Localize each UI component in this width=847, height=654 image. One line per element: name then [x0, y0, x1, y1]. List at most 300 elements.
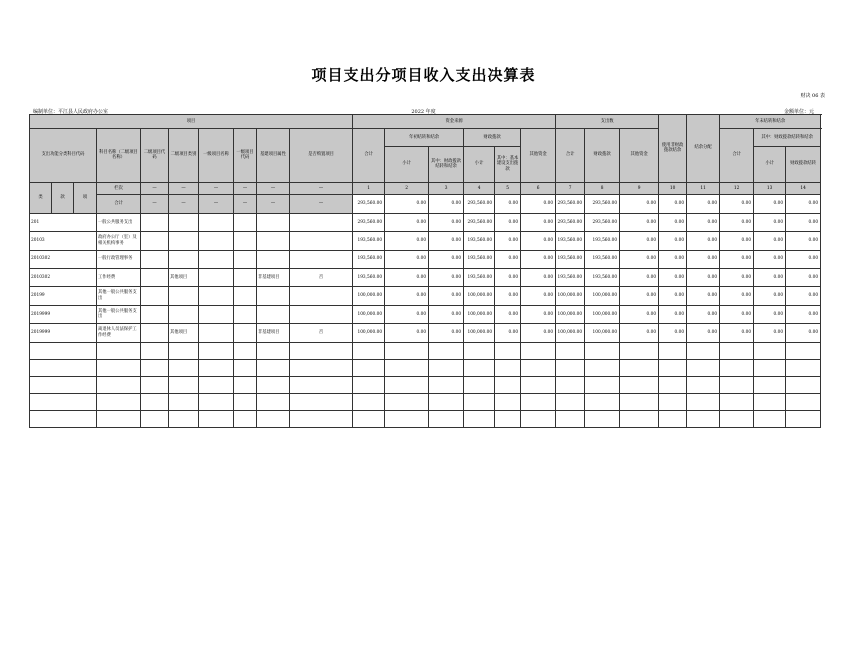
row-value: 0.00: [495, 324, 521, 342]
row-value: 0.00: [521, 324, 556, 342]
row-value: 0.00: [385, 268, 429, 286]
header-end-fiscal-group: 其中：财政拨款结转和结余: [754, 129, 821, 147]
form-number: 财决 06 表: [800, 93, 825, 99]
empty-cell: [754, 410, 786, 427]
row-second-code: [141, 268, 169, 286]
row-value: 0.00: [429, 324, 464, 342]
header-exp-other: 其他资金: [620, 129, 659, 183]
empty-cell: [429, 359, 464, 376]
empty-cell: [754, 359, 786, 376]
row-value: 0.00: [495, 268, 521, 286]
row-is-purchase: [290, 305, 353, 323]
row-value: 0.00: [521, 268, 556, 286]
dash-cell: —: [141, 182, 169, 195]
row-value: 0.00: [495, 213, 521, 231]
summary-row: [30, 195, 821, 213]
row-second-category: [169, 213, 199, 231]
row-value: 0.00: [754, 232, 786, 250]
empty-cell: [585, 359, 620, 376]
row-value: 193,560.00: [353, 250, 385, 268]
col-num: 11: [687, 182, 720, 195]
empty-cell: [97, 342, 141, 359]
row-second-code: [141, 305, 169, 323]
empty-cell: [257, 359, 290, 376]
empty-cell: [141, 359, 169, 376]
row-value: 0.00: [659, 305, 687, 323]
empty-cell: [97, 410, 141, 427]
empty-cell: [353, 342, 385, 359]
empty-cell: [290, 342, 353, 359]
empty-cell: [720, 342, 754, 359]
row-value: 193,560.00: [464, 232, 495, 250]
summary-cell: 0.00: [620, 195, 659, 213]
row-second-category: 其他项目: [169, 268, 199, 286]
empty-cell: [754, 376, 786, 393]
row-second-category: [169, 250, 199, 268]
empty-cell: [464, 376, 495, 393]
empty-cell: [585, 342, 620, 359]
table-row: [30, 250, 821, 268]
empty-cell: [659, 359, 687, 376]
row-value: 0.00: [385, 287, 429, 305]
summary-cell: 0.00: [429, 195, 464, 213]
header-fiscal-appr: 财政拨款: [464, 129, 521, 147]
empty-cell: [754, 342, 786, 359]
empty-cell: [199, 342, 234, 359]
row-value: 100,000.00: [464, 324, 495, 342]
summary-cell: 293,560.00: [585, 195, 620, 213]
row-subject-name: 一般行政管理事务: [97, 250, 141, 268]
summary-cell: 293,560.00: [353, 195, 385, 213]
row-func-code: 20103: [30, 232, 97, 250]
row-second-code: [141, 213, 169, 231]
table-row: [30, 305, 821, 323]
row-value: 0.00: [687, 287, 720, 305]
summary-cell: 0.00: [786, 195, 821, 213]
empty-cell: [385, 393, 429, 410]
dash-cell: —: [199, 195, 234, 213]
header-kind: 类: [30, 182, 52, 213]
row-value: 0.00: [429, 232, 464, 250]
dash-cell: —: [290, 195, 353, 213]
dash-cell: —: [234, 195, 257, 213]
empty-cell: [521, 393, 556, 410]
row-value: 0.00: [385, 213, 429, 231]
row-second-code: [141, 250, 169, 268]
empty-cell: [720, 359, 754, 376]
row-second-category: 其他项目: [169, 324, 199, 342]
row-is-purchase: [290, 232, 353, 250]
row-func-code: 20199: [30, 287, 97, 305]
empty-cell: [521, 376, 556, 393]
empty-cell: [659, 393, 687, 410]
empty-cell: [464, 393, 495, 410]
header-fund-source: 资金来源: [353, 115, 556, 129]
row-value: 100,000.00: [556, 324, 585, 342]
empty-cell: [234, 393, 257, 410]
empty-cell: [521, 342, 556, 359]
header-first-name: 一级项目名称: [199, 129, 234, 183]
row-value: 0.00: [521, 287, 556, 305]
row-value: 0.00: [754, 305, 786, 323]
row-first-name: [199, 213, 234, 231]
empty-cell: [141, 342, 169, 359]
empty-cell: [687, 410, 720, 427]
empty-cell: [786, 410, 821, 427]
row-value: 0.00: [720, 268, 754, 286]
row-value: 0.00: [786, 213, 821, 231]
row-value: 0.00: [620, 232, 659, 250]
row-first-name: [199, 232, 234, 250]
empty-row: [30, 359, 821, 376]
row-second-category: [169, 287, 199, 305]
col-num: 6: [521, 182, 556, 195]
empty-cell: [169, 342, 199, 359]
empty-cell: [521, 410, 556, 427]
header-exp-total: 合计: [556, 129, 585, 183]
empty-cell: [141, 376, 169, 393]
row-value: 193,560.00: [585, 250, 620, 268]
empty-cell: [199, 410, 234, 427]
empty-cell: [257, 342, 290, 359]
header-end-subtotal: 小计: [754, 147, 786, 183]
row-value: 0.00: [659, 232, 687, 250]
row-value: 193,560.00: [353, 268, 385, 286]
empty-cell: [585, 410, 620, 427]
row-value: 0.00: [659, 250, 687, 268]
empty-cell: [495, 376, 521, 393]
row-func-code: 2019999: [30, 324, 97, 342]
row-subject-name: 其他一般公共服务支出: [97, 305, 141, 323]
empty-row: [30, 410, 821, 427]
empty-cell: [234, 342, 257, 359]
row-value: 0.00: [620, 287, 659, 305]
row-first-code: [234, 287, 257, 305]
row-value: 0.00: [620, 250, 659, 268]
empty-cell: [786, 342, 821, 359]
row-infra-attr: [257, 305, 290, 323]
empty-cell: [786, 393, 821, 410]
row-value: 0.00: [429, 305, 464, 323]
empty-cell: [385, 410, 429, 427]
col-num: 4: [464, 182, 495, 195]
empty-cell: [620, 410, 659, 427]
dash-cell: —: [234, 182, 257, 195]
row-value: 0.00: [620, 324, 659, 342]
budget-table: [29, 114, 821, 428]
row-second-category: [169, 305, 199, 323]
row-value: 0.00: [429, 268, 464, 286]
header-basic-build: 其中：基本建设支出拨款: [495, 147, 521, 183]
empty-row: [30, 393, 821, 410]
col-num: 12: [720, 182, 754, 195]
empty-cell: [429, 410, 464, 427]
empty-cell: [257, 410, 290, 427]
empty-cell: [521, 359, 556, 376]
empty-cell: [97, 393, 141, 410]
row-value: 193,560.00: [585, 268, 620, 286]
empty-cell: [199, 359, 234, 376]
row-is-purchase: [290, 287, 353, 305]
empty-cell: [620, 359, 659, 376]
row-value: 100,000.00: [353, 324, 385, 342]
row-value: 0.00: [720, 232, 754, 250]
empty-cell: [385, 359, 429, 376]
row-value: 0.00: [786, 287, 821, 305]
header-begin-fiscal: 其中：财政拨款结转和结余: [429, 147, 464, 183]
row-value: 0.00: [521, 232, 556, 250]
header-second-category: 二级项目类别: [169, 129, 199, 183]
table-row: [30, 287, 821, 305]
row-value: 193,560.00: [353, 232, 385, 250]
row-value: 0.00: [754, 324, 786, 342]
empty-cell: [30, 359, 97, 376]
row-second-category: [169, 232, 199, 250]
row-value: 0.00: [786, 250, 821, 268]
report-year: 2022 年度: [411, 109, 436, 115]
empty-cell: [385, 376, 429, 393]
empty-cell: [353, 359, 385, 376]
row-value: 0.00: [687, 268, 720, 286]
col-num: 9: [620, 182, 659, 195]
dash-cell: —: [141, 195, 169, 213]
header-other-fund: 其他资金: [521, 129, 556, 183]
row-value: 0.00: [754, 268, 786, 286]
header-second-code: 二级项目代码: [141, 129, 169, 183]
row-value: 0.00: [754, 213, 786, 231]
header-end-balance: 年末结转和结余: [720, 115, 821, 129]
empty-cell: [257, 376, 290, 393]
table-row: [30, 232, 821, 250]
row-value: 0.00: [720, 250, 754, 268]
col-num: 5: [495, 182, 521, 195]
row-value: 193,560.00: [464, 268, 495, 286]
empty-cell: [290, 410, 353, 427]
row-second-code: [141, 287, 169, 305]
empty-cell: [169, 359, 199, 376]
row-value: 0.00: [495, 305, 521, 323]
row-value: 0.00: [720, 287, 754, 305]
empty-cell: [353, 376, 385, 393]
row-first-name: [199, 268, 234, 286]
empty-cell: [353, 393, 385, 410]
row-value: 0.00: [687, 213, 720, 231]
row-value: 0.00: [495, 232, 521, 250]
row-value: 0.00: [429, 250, 464, 268]
row-func-code: 2010302: [30, 250, 97, 268]
header-balance-dist: 结余分配: [687, 115, 720, 183]
empty-row: [30, 376, 821, 393]
empty-cell: [659, 342, 687, 359]
empty-cell: [464, 359, 495, 376]
row-value: 0.00: [521, 305, 556, 323]
row-first-code: [234, 250, 257, 268]
empty-cell: [30, 410, 97, 427]
row-value: 193,560.00: [585, 232, 620, 250]
row-value: 0.00: [620, 213, 659, 231]
summary-cell: 0.00: [754, 195, 786, 213]
empty-cell: [353, 410, 385, 427]
row-second-code: [141, 232, 169, 250]
row-first-code: [234, 268, 257, 286]
col-num: 7: [556, 182, 585, 195]
empty-cell: [429, 393, 464, 410]
col-num: 14: [786, 182, 821, 195]
empty-cell: [687, 376, 720, 393]
empty-cell: [556, 359, 585, 376]
row-first-code: [234, 305, 257, 323]
row-value: 0.00: [429, 287, 464, 305]
col-num: 3: [429, 182, 464, 195]
row-subject-name: 一般公共服务支出: [97, 213, 141, 231]
row-func-code: 201: [30, 213, 97, 231]
empty-cell: [556, 342, 585, 359]
row-value: 293,560.00: [585, 213, 620, 231]
empty-cell: [495, 410, 521, 427]
row-value: 0.00: [385, 305, 429, 323]
row-value: 0.00: [659, 268, 687, 286]
summary-cell: 0.00: [720, 195, 754, 213]
row-is-purchase: [290, 250, 353, 268]
row-value: 0.00: [385, 324, 429, 342]
empty-cell: [495, 342, 521, 359]
row-first-code: [234, 324, 257, 342]
row-value: 293,560.00: [556, 213, 585, 231]
empty-cell: [659, 376, 687, 393]
row-value: 0.00: [754, 287, 786, 305]
empty-cell: [199, 376, 234, 393]
page-title: 项目支出分项目收入支出决算表: [311, 66, 536, 84]
header-first-code: 一级项目代码: [234, 129, 257, 183]
money-unit: 金额单位：元: [783, 109, 814, 115]
row-first-name: [199, 324, 234, 342]
row-value: 0.00: [786, 305, 821, 323]
summary-cell: 293,560.00: [556, 195, 585, 213]
header-begin-subtotal: 小计: [385, 147, 429, 183]
header-fund-total: 合计: [353, 129, 385, 183]
empty-cell: [290, 359, 353, 376]
empty-cell: [141, 393, 169, 410]
row-is-purchase: 否: [290, 268, 353, 286]
header-expenditure: 支出数: [556, 115, 659, 129]
empty-cell: [429, 376, 464, 393]
dash-cell: —: [169, 195, 199, 213]
empty-cell: [385, 342, 429, 359]
table-row: [30, 324, 821, 342]
empty-cell: [199, 393, 234, 410]
header-use-non-fiscal: 使用非财政拨款结余: [659, 115, 687, 183]
summary-cell: 0.00: [385, 195, 429, 213]
empty-cell: [234, 376, 257, 393]
empty-cell: [556, 410, 585, 427]
header-exp-fiscal: 财政拨款: [585, 129, 620, 183]
col-num: 2: [385, 182, 429, 195]
summary-cell: 0.00: [521, 195, 556, 213]
row-value: 100,000.00: [585, 305, 620, 323]
dash-cell: —: [257, 195, 290, 213]
header-end-total: 合计: [720, 129, 754, 183]
row-infra-attr: [257, 213, 290, 231]
row-value: 100,000.00: [556, 287, 585, 305]
empty-cell: [30, 393, 97, 410]
row-first-name: [199, 287, 234, 305]
empty-cell: [585, 376, 620, 393]
row-is-purchase: [290, 213, 353, 231]
table-row: [30, 268, 821, 286]
summary-cell: 0.00: [659, 195, 687, 213]
summary-cell: 0.00: [687, 195, 720, 213]
row-value: 0.00: [687, 250, 720, 268]
row-subject-name: 其他一般公共服务支出: [97, 287, 141, 305]
empty-cell: [169, 410, 199, 427]
row-value: 0.00: [687, 324, 720, 342]
row-value: 0.00: [521, 213, 556, 231]
empty-cell: [169, 393, 199, 410]
row-second-code: [141, 324, 169, 342]
empty-cell: [556, 393, 585, 410]
row-value: 100,000.00: [353, 287, 385, 305]
header-begin-balance: 年初结转和结余: [385, 129, 464, 147]
row-value: 193,560.00: [464, 250, 495, 268]
compiling-unit: 编制单位：平江县人民政府办公室: [33, 109, 109, 115]
row-value: 100,000.00: [585, 324, 620, 342]
empty-cell: [30, 342, 97, 359]
empty-cell: [720, 376, 754, 393]
empty-row: [30, 342, 821, 359]
empty-cell: [786, 376, 821, 393]
row-subject-name: 政府办公厅（室）及相关机构事务: [97, 232, 141, 250]
empty-cell: [720, 410, 754, 427]
empty-cell: [620, 376, 659, 393]
row-value: 0.00: [620, 268, 659, 286]
row-infra-attr: [257, 250, 290, 268]
row-value: 0.00: [495, 250, 521, 268]
empty-cell: [495, 359, 521, 376]
header-fiscal-subtotal: 小计: [464, 147, 495, 183]
col-num: 8: [585, 182, 620, 195]
row-value: 100,000.00: [464, 287, 495, 305]
empty-cell: [720, 393, 754, 410]
row-value: 0.00: [786, 268, 821, 286]
row-first-name: [199, 305, 234, 323]
table-body: [30, 213, 821, 427]
empty-cell: [234, 359, 257, 376]
dash-cell: —: [199, 182, 234, 195]
empty-cell: [97, 376, 141, 393]
row-subject-name: 离退休人员法保护工作经费: [97, 324, 141, 342]
row-func-code: 2019999: [30, 305, 97, 323]
row-value: 0.00: [495, 287, 521, 305]
row-first-name: [199, 250, 234, 268]
header-section: 款: [52, 182, 74, 213]
dash-cell: —: [290, 182, 353, 195]
empty-cell: [620, 393, 659, 410]
empty-cell: [290, 393, 353, 410]
row-value: 100,000.00: [585, 287, 620, 305]
dash-cell: —: [169, 182, 199, 195]
row-value: 0.00: [659, 287, 687, 305]
row-value: 193,560.00: [556, 232, 585, 250]
row-value: 0.00: [659, 213, 687, 231]
row-value: 100,000.00: [556, 305, 585, 323]
header-infra-attr: 基建项目属性: [257, 129, 290, 183]
row-value: 293,560.00: [353, 213, 385, 231]
row-value: 0.00: [720, 305, 754, 323]
empty-cell: [141, 410, 169, 427]
empty-cell: [464, 342, 495, 359]
row-value: 193,560.00: [556, 268, 585, 286]
row-value: 0.00: [659, 324, 687, 342]
